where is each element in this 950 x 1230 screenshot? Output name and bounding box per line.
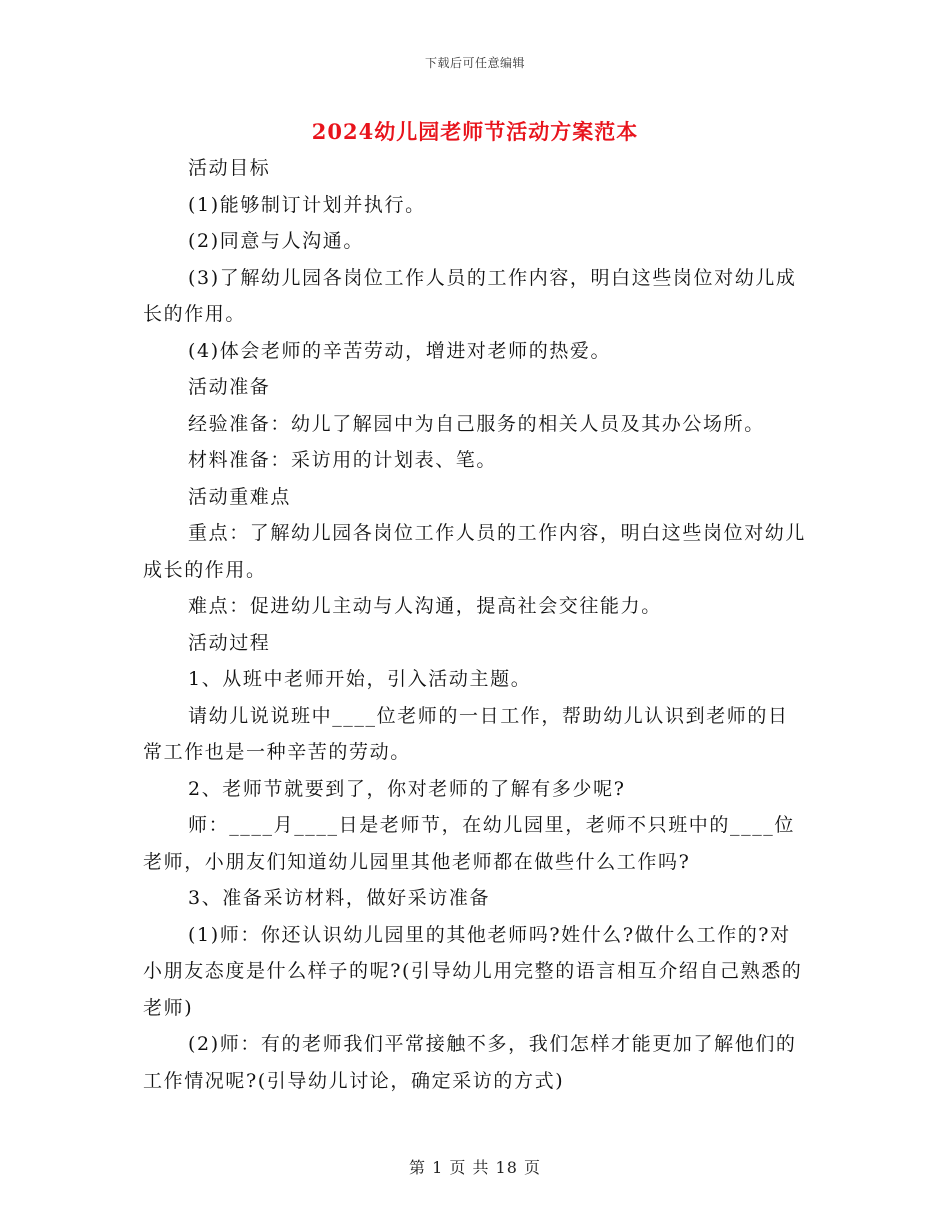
- key-point: 重点：了解幼儿园各岗位工作人员的工作内容，明白这些岗位对幼儿成长的作用。: [143, 522, 807, 581]
- process-step-1: 1、从班中老师开始，引入活动主题。: [188, 668, 532, 690]
- process-step-3: 3、准备采访材料，做好采访准备: [188, 887, 491, 909]
- page-number: 第 1 页 共 18 页: [409, 1158, 541, 1177]
- process-step-3-item-1: (1)师：你还认识幼儿园里的其他老师吗?姓什么?做什么工作的?对小朋友态度是什么样子的呢?(引导幼儿用完整的语言相互介绍自己熟悉的老师): [143, 923, 803, 1019]
- header-note: 下载后可任意编辑: [424, 56, 525, 70]
- section-heading-key-points: 活动重难点: [188, 485, 292, 508]
- goal-item-4: (4)体会老师的辛苦劳动，增进对老师的热爱。: [188, 339, 612, 362]
- goal-item-1: (1)能够制订计划并执行。: [188, 193, 426, 216]
- process-step-2-detail: 师：____月____日是老师节，在幼儿园里，老师不只班中的____位老师，小朋友们知道幼儿园里其他老师都在做些什么工作吗?: [143, 814, 796, 873]
- difficult-point: 难点：促进幼儿主动与人沟通，提高社会交往能力。: [188, 595, 662, 617]
- document-title: 2024幼儿园老师节活动方案范本: [311, 119, 639, 144]
- experience-preparation: 经验准备：幼儿了解园中为自己服务的相关人员及其办公场所。: [188, 412, 765, 435]
- process-step-1-detail: 请幼儿说说班中____位老师的一日工作，帮助幼儿认识到老师的日常工作也是一种辛苦的劳动。: [143, 704, 789, 763]
- section-heading-goals: 活动目标: [188, 157, 271, 179]
- document-body: [143, 150, 809, 1099]
- section-heading-process: 活动过程: [188, 631, 271, 654]
- process-step-3-item-2: (2)师：有的老师我们平常接触不多，我们怎样才能更加了解他们的工作情况呢?(引导幼儿讨论，确定采访的方式): [143, 1033, 797, 1092]
- goal-item-2: (2)同意与人沟通。: [188, 230, 364, 252]
- material-preparation: 材料准备：采访用的计划表、笔。: [188, 449, 498, 471]
- section-heading-preparation: 活动准备: [188, 376, 271, 398]
- process-step-2: 2、老师节就要到了，你对老师的了解有多少呢?: [188, 777, 626, 800]
- goal-item-3: (3)了解幼儿园各岗位工作人员的工作内容，明白这些岗位对幼儿成长的作用。: [143, 266, 797, 325]
